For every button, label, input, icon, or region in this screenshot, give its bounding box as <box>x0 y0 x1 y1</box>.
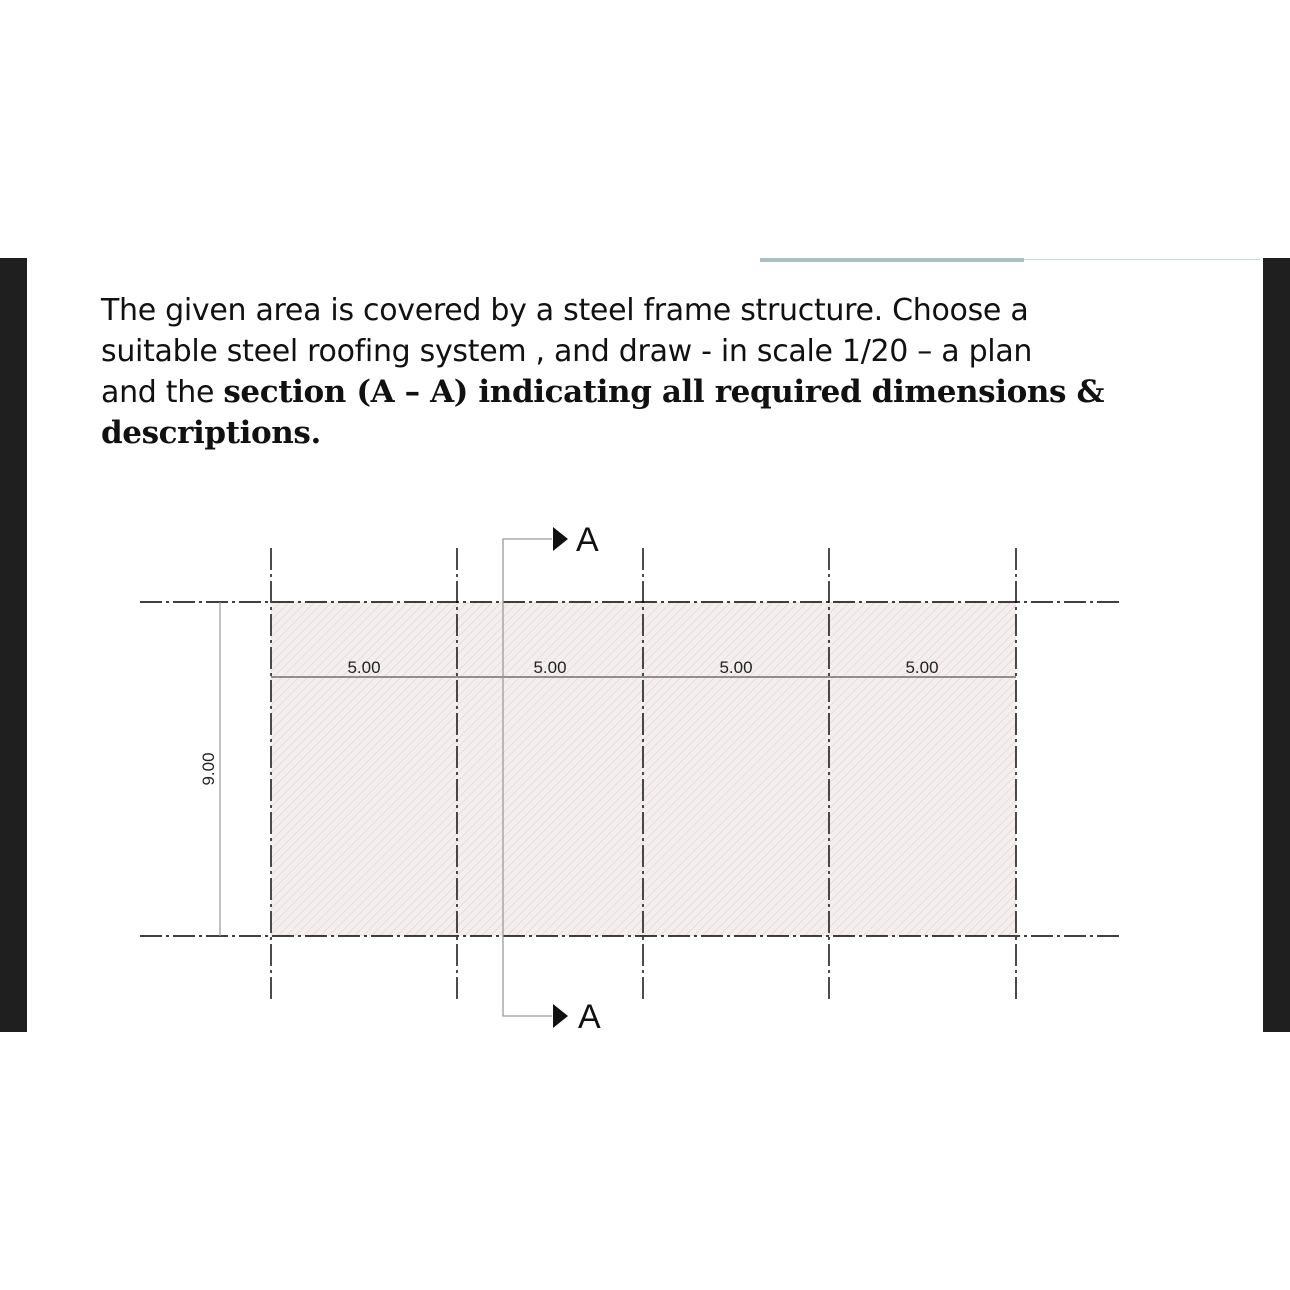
bay-dimension-1: 5.00 <box>347 658 381 677</box>
question-line-1: The given area is covered by a steel frame structure. Choose a <box>101 293 1029 328</box>
section-arrow-top-icon <box>553 527 568 551</box>
question-line-2: suitable steel roofing system , and draw - in scale 1/20 – a plan <box>101 334 1033 369</box>
bay-dimension-4: 5.00 <box>905 658 939 677</box>
bay-dimension-2: 5.00 <box>533 658 567 677</box>
section-marker-top: A <box>576 521 599 559</box>
question-line-4: descriptions. <box>101 415 321 451</box>
bay-dimension-3: 5.00 <box>719 658 753 677</box>
question-line-3-serif: section (A – A) indicating all required dimensions & <box>223 374 1105 410</box>
section-marker-bottom: A <box>578 998 601 1036</box>
question-line-3-sans: and the <box>101 375 224 410</box>
section-arrow-bottom-icon <box>553 1004 568 1028</box>
width-dimension-label: 9.00 <box>199 752 218 786</box>
